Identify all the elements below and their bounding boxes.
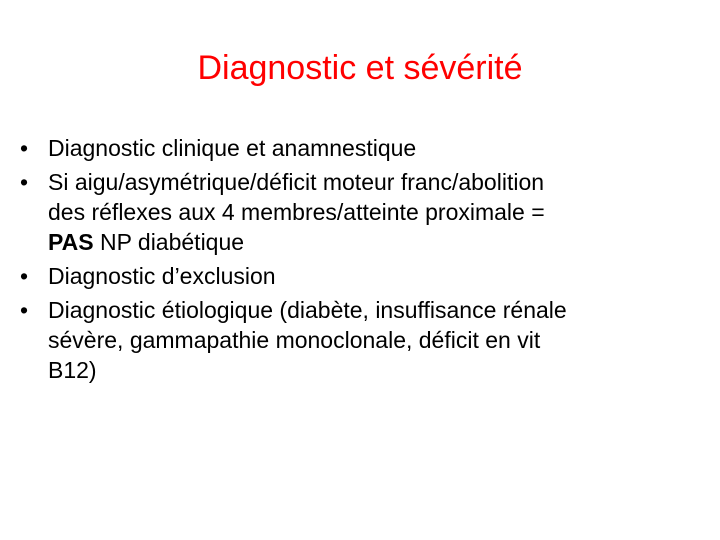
bullet-item	[20, 167, 720, 257]
bullet-text-tail: NP diabétique	[93, 229, 245, 255]
bullet-text: Diagnostic clinique et anamnestique	[48, 135, 417, 161]
bullet-item	[20, 133, 720, 163]
bullet-dot: •	[20, 169, 29, 195]
bullet-text: Diagnostic étiologique (diabète, insuffisance rénale	[48, 297, 567, 323]
bullet-text: B12)	[48, 357, 97, 383]
bullet-text	[48, 227, 720, 257]
bullet-text: Si aigu/asymétrique/déficit moteur franc/abolition	[48, 169, 545, 195]
bullet-dot: •	[20, 297, 29, 323]
bold-emphasis: PAS	[48, 229, 94, 255]
bullet-text: sévère, gammapathie monoclonale, déficit en vit	[48, 327, 541, 353]
bullet-text: Diagnostic d’exclusion	[48, 263, 276, 289]
bullet-dot: •	[20, 135, 29, 161]
bullet-text: des réflexes aux 4 membres/atteinte proximale =	[48, 199, 545, 225]
slide-title: Diagnostic et sévérité	[197, 49, 523, 87]
bullet-dot: •	[20, 263, 29, 289]
bullet-item	[20, 295, 720, 385]
bullet-item	[20, 261, 720, 291]
bullet-list	[20, 133, 720, 389]
